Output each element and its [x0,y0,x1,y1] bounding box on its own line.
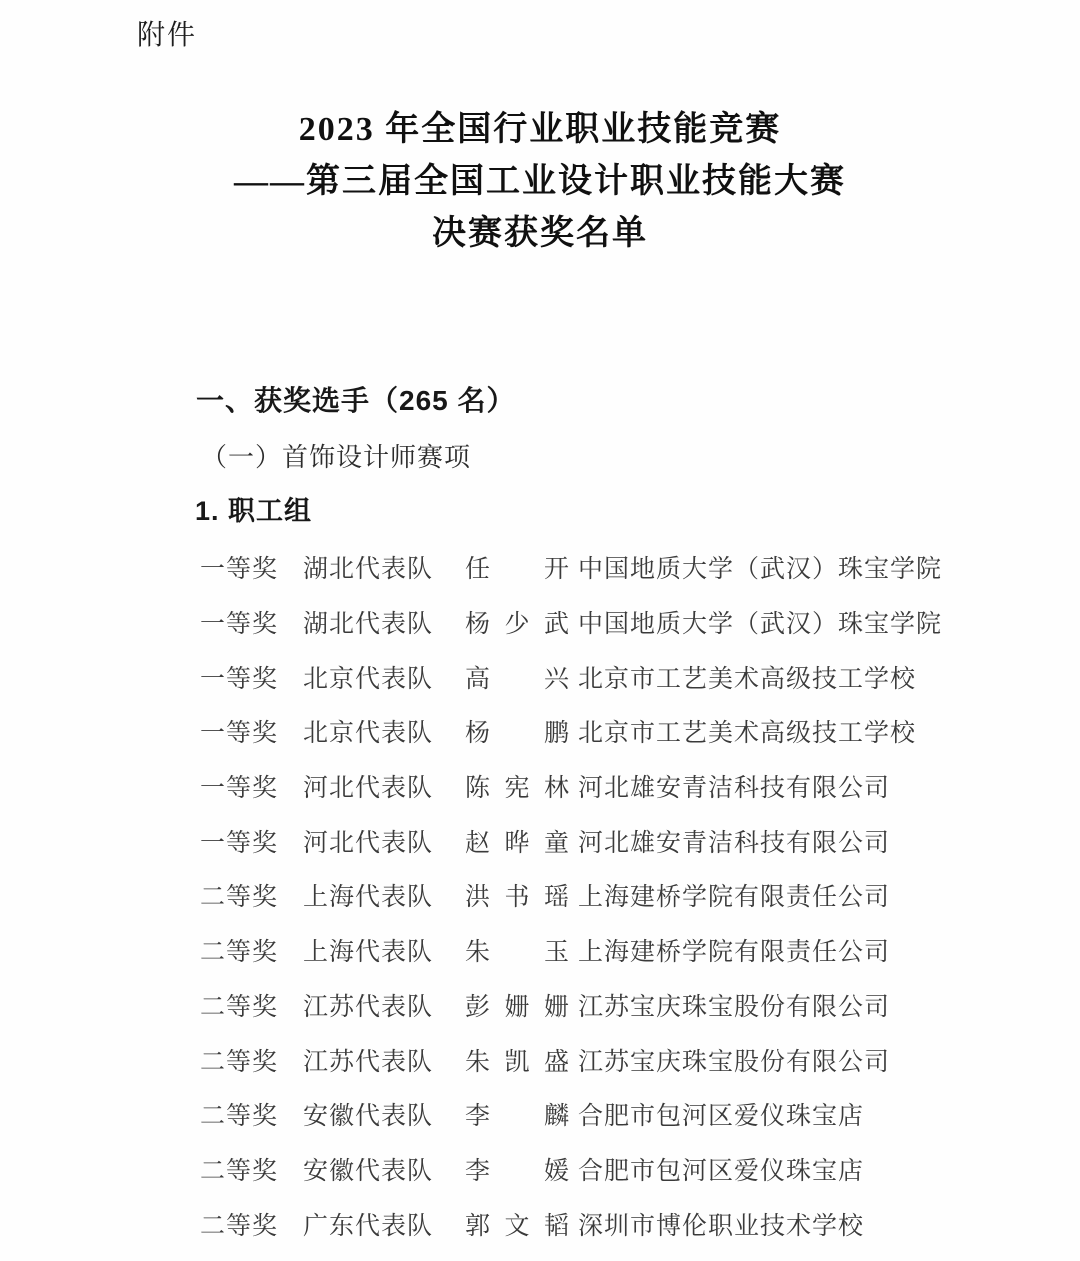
winner-organization: 北京市工艺美术高级技工学校 [578,665,917,693]
winner-name: 郭文韬 [465,1212,570,1240]
award-rank: 一等奖 [200,775,279,803]
award-rank: 二等奖 [200,1048,279,1076]
award-rank: 一等奖 [200,556,279,584]
event-subsection-heading: （一）首饰设计师赛项 [201,443,472,472]
title-line-1: 2023 年全国行业职业技能竞赛 [298,111,782,148]
award-row [200,868,1040,923]
award-row [200,759,1040,814]
winner-name: 陈宪林 [465,775,570,803]
winner-name: 朱 玉 [465,939,570,967]
award-rank: 二等奖 [200,939,279,967]
award-rank: 一等奖 [200,665,279,693]
award-rank: 二等奖 [200,1103,279,1131]
award-row [200,1142,1040,1197]
winner-name: 朱凯盛 [465,1048,570,1076]
award-rank: 二等奖 [200,884,279,912]
winner-organization: 中国地质大学（武汉）珠宝学院 [578,611,943,639]
award-row [200,1087,1040,1142]
winner-name: 彭姗姗 [465,993,570,1021]
delegation-team: 江苏代表队 [303,1048,434,1076]
delegation-team: 河北代表队 [303,829,434,857]
document-title [0,104,1080,260]
winner-organization: 江苏宝庆珠宝股份有限公司 [578,993,891,1021]
award-row [200,649,1040,704]
group-heading: 1. 职工组 [195,496,313,526]
winner-organization: 河北雄安青洁科技有限公司 [578,829,891,857]
winners-section-heading: 一、获奖选手（265 名） [196,385,516,416]
award-rank: 二等奖 [200,993,279,1021]
winner-organization: 上海建桥学院有限责任公司 [578,939,891,967]
delegation-team: 北京代表队 [303,720,434,748]
winner-name: 赵晔童 [465,829,570,857]
delegation-team: 安徽代表队 [303,1103,434,1131]
delegation-team: 湖北代表队 [303,556,434,584]
award-rank: 一等奖 [200,829,279,857]
winner-organization: 江苏宝庆珠宝股份有限公司 [578,1048,891,1076]
winner-organization: 合肥市包河区爱仪珠宝店 [578,1157,865,1185]
winner-organization: 深圳市博伦职业技术学校 [578,1212,865,1240]
winner-name: 李 媛 [465,1157,570,1185]
delegation-team: 上海代表队 [303,939,434,967]
winner-name: 高 兴 [465,665,570,693]
winner-name: 洪书瑶 [465,884,570,912]
title-line-3: 决赛获奖名单 [432,215,648,252]
award-row [200,923,1040,978]
award-row [200,1032,1040,1087]
delegation-team: 广东代表队 [303,1212,434,1240]
award-rank: 一等奖 [200,611,279,639]
winner-organization: 中国地质大学（武汉）珠宝学院 [578,556,943,584]
delegation-team: 湖北代表队 [303,611,434,639]
delegation-team: 江苏代表队 [303,993,434,1021]
winner-name: 杨 鹏 [465,720,570,748]
award-row [200,704,1040,759]
award-row [200,540,1040,595]
winner-organization: 上海建桥学院有限责任公司 [578,884,891,912]
award-rank: 二等奖 [200,1212,279,1240]
delegation-team: 北京代表队 [303,665,434,693]
award-row [200,1196,1040,1251]
delegation-team: 安徽代表队 [303,1157,434,1185]
winner-organization: 北京市工艺美术高级技工学校 [578,720,917,748]
winner-organization: 河北雄安青洁科技有限公司 [578,775,891,803]
award-row [200,978,1040,1033]
award-row [200,813,1040,868]
delegation-team: 河北代表队 [303,775,434,803]
winner-name: 任 开 [465,556,570,584]
winner-organization: 合肥市包河区爱仪珠宝店 [578,1103,865,1131]
winner-name: 李 麟 [465,1103,570,1131]
award-row [200,595,1040,650]
award-rank: 一等奖 [200,720,279,748]
award-rank: 二等奖 [200,1157,279,1185]
award-rows [200,540,1040,1251]
winner-name: 杨少武 [465,611,570,639]
delegation-team: 上海代表队 [303,884,434,912]
attachment-label: 附件 [137,19,198,50]
title-line-2: ——第三届全国工业设计职业技能大赛 [234,163,846,200]
